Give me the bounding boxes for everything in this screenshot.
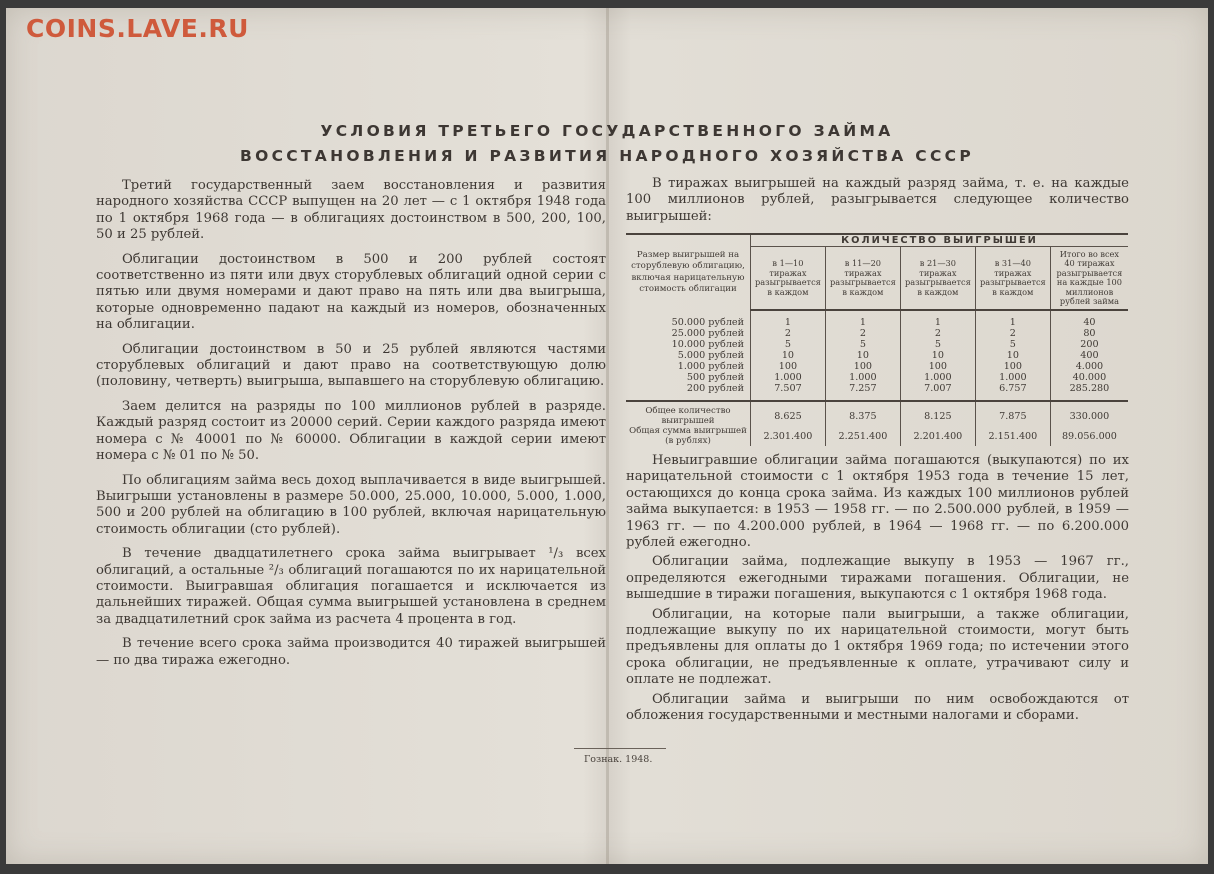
column-header: в 11—20 тиражах разыгрывается в каждом [825, 247, 900, 311]
table-row: 5.000 рублей 10 10 10 10 400 [626, 350, 1128, 361]
table-row: 10.000 рублей 5 5 5 5 200 [626, 339, 1128, 350]
table-row: 500 рублей 1.000 1.000 1.000 1.000 40.000 [626, 372, 1128, 383]
column-header: в 1—10 тиражах разыгрывается в каждом [751, 247, 826, 311]
table-row: 25.000 рублей 2 2 2 2 80 [626, 328, 1128, 339]
paragraph: В тиражах выигрышей на каждый разряд займа, т. е. на каждые 100 миллионов рублей, разыгрывается следующее количество выигрышей: [626, 176, 1129, 224]
paragraph: Облигации займа, подлежащие выкупу в 1953 — 1967 гг., определяются ежегодными тиражами погашения. Облигации, не вышедшие в тиражи погашения, выкупаются с 1 октября 1968 года. [626, 554, 1129, 603]
paragraph: Облигации займа и выигрыши по ним освобождаются от обложения государственными и местными налогами и сборами. [626, 691, 1129, 724]
table-row: 1.000 рублей 100 100 100 100 4.000 [626, 361, 1128, 372]
paragraph: Облигации, на которые пали выигрыши, а также облигации, подлежащие выкупу по их нарицательной стоимости, могут быть предъявлены для оплаты до 1 октября 1969 года; по истечении этого срока облигации, не предъявленные к оплате, утрачивают силу и оплате не подлежат. [626, 606, 1129, 688]
printer-imprint: Гознак. 1948. [584, 754, 653, 765]
right-intro [626, 176, 1129, 233]
table-row: 50.000 рублей 1 1 1 1 40 [626, 317, 1128, 328]
paragraph: Облигации достоинством в 500 и 200 рублей состоят соответственно из пяти или двух сторублевых облигаций одной серии с пятью или двумя номерами и дают право на пять или два выигрыша, которые одновременно падают на каждый из номеров, обозначенных на облигации. [96, 251, 606, 333]
title-line-2: ВОССТАНОВЛЕНИЯ И РАЗВИТИЯ НАРОДНОГО ХОЗЯЙСТВА СССР [239, 147, 974, 165]
prize-table [626, 233, 1128, 446]
title-line-1: УСЛОВИЯ ТРЕТЬЕГО ГОСУДАРСТВЕННОГО ЗАЙМА [320, 122, 894, 140]
footer-rule [574, 748, 666, 749]
column-header: в 31—40 тиражах разыгрывается в каждом [975, 247, 1050, 311]
table-row: 200 рублей 7.507 7.257 7.007 6.757 285.280 [626, 383, 1128, 394]
paragraph: В течение двадцатилетнего срока займа выигрывает ¹/₃ всех облигаций, а остальные ²/₃ облигаций погашаются по их нарицательной стоимости. Выигравшая облигация погашается и исключается из дальнейших тиражей. Общая сумма выигрышей установлена в среднем за двадцатилетний срок займа из расчета 4 процента в год. [96, 546, 606, 627]
paragraph: По облигациям займа весь доход выплачивается в виде выигрышей. Выигрыши установлены в размере 50.000, 25.000, 10.000, 5.000, 1.000, 500 и 200 рублей на облигацию в 100 рублей, включая нарицательную стоимость облигации (сто рублей). [96, 472, 606, 537]
watermark: COINS.LAVE.RU [26, 14, 249, 43]
paragraph: Невыигравшие облигации займа погашаются (выкупаются) по их нарицательной стоимости с 1 октября 1953 года в течение 15 лет, остающихся до конца срока займа. Из каждых 100 миллионов рублей займа выкупается: в 1953 — 1958 гг. — по 2.500.000 рублей, в 1959 — 1963 гг. — по 4.200.000 рублей, в 1964 — 1968 гг. — по 6.200.000 рублей ежегодно. [626, 453, 1129, 551]
paragraph: Облигации достоинством в 50 и 25 рублей являются частями сторублевых облигаций и дают право на соответствующую долю (половину, четверть) выигрыша, выпавшего на сторублевую облигацию. [96, 341, 606, 390]
left-column [96, 178, 606, 677]
table-row-total-sum: Общая сумма выигрышей (в рублях) 2.301.400 2.251.400 2.201.400 2.151.400 89.056.000 [626, 426, 1128, 446]
paragraph: В течение всего срока займа производится 40 тиражей выигрышей — по два тиража ежегодно. [96, 636, 606, 668]
right-column [626, 453, 1129, 728]
table-header-count: КОЛИЧЕСТВО ВЫИГРЫШЕЙ [751, 234, 1129, 247]
paragraph: Третий государственный заем восстановления и развития народного хозяйства СССР выпущен на 20 лет — с 1 октября 1948 года по 1 октября 1968 года — в облигациях достоинством в 500, 200, 100, 50 и 25 рублей. [96, 178, 606, 243]
column-header: Итого во всех 40 тиражах разыгрывается на каждые 100 миллионов рублей займа [1050, 247, 1128, 311]
table-row-total-count: Общее количество выигрышей 8.625 8.375 8.125 7.875 330.000 [626, 401, 1128, 426]
paragraph: Заем делится на разряды по 100 миллионов рублей в разряде. Каждый разряд состоит из 20000 серий. Серии каждого разряда имеют номера с № 40001 по № 60000. Облигации в каждой серии имеют номера с № 01 по № 50. [96, 398, 606, 464]
column-header: в 21—30 тиражах разыгрывается в каждом [900, 247, 975, 311]
table-header-size: Размер выигрышей на сторублевую облигацию, включая нарицательную стоимость облигации [626, 234, 751, 310]
